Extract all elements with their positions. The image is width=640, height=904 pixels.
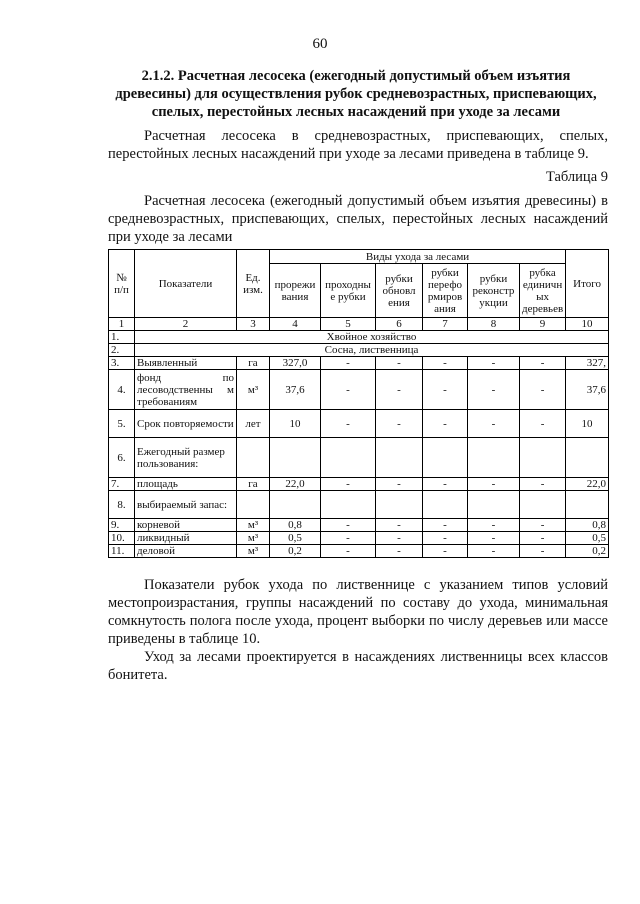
page-number: 60 (312, 36, 328, 52)
row-value: 10 (270, 410, 321, 438)
row-value (376, 491, 423, 519)
row-value (423, 438, 468, 478)
section-heading: 2.1.2. Расчетная лесосека (ежегодный допустимый объем изъятия древесины) для осуществления рубок средневозрастных, приспевающих, спелых, перестойных лесных насаждений при уходе за лесами (115, 68, 597, 120)
row-num: 10. (109, 532, 135, 545)
table-row (109, 545, 609, 558)
allowable-cut-table (108, 249, 609, 558)
row-num: 1. (109, 331, 135, 344)
header-type: рубки обновл ения (376, 264, 423, 318)
row-value: - (520, 478, 566, 491)
row-value: - (376, 370, 423, 410)
section-title: Хвойное хозяйство (135, 331, 609, 344)
table-row (109, 519, 609, 532)
row-unit: га (237, 478, 270, 491)
header-type: рубки реконстр укции (468, 264, 520, 318)
table-row (109, 532, 609, 545)
row-num: 2. (109, 344, 135, 357)
row-value: - (468, 370, 520, 410)
row-total: 0,8 (566, 519, 609, 532)
intro-paragraph: Расчетная лесосека в средневозрастных, приспевающих, спелых, перестойных лесных насаждений при уходе за лесами приведена в таблице 9. (108, 128, 608, 162)
table-row (109, 478, 609, 491)
table-row (109, 491, 609, 519)
row-value (321, 438, 376, 478)
row-label: деловой (135, 545, 237, 558)
row-value: - (321, 519, 376, 532)
row-value: - (468, 357, 520, 370)
row-value: - (423, 410, 468, 438)
row-num: 8. (109, 491, 135, 519)
col-number: 8 (468, 318, 520, 331)
col-number: 9 (520, 318, 566, 331)
row-total: 0,2 (566, 545, 609, 558)
section-row (109, 331, 609, 344)
row-value: - (468, 519, 520, 532)
row-value: 22,0 (270, 478, 321, 491)
row-label: Срок повторяемости (135, 410, 237, 438)
row-value: - (520, 545, 566, 558)
table-caption: Расчетная лесосека (ежегодный допустимый объем изъятия древесины) в средневозрастных, приспевающих, спелых, перестойных лесных насаждений при уходе за лесами (108, 193, 608, 245)
row-value (468, 438, 520, 478)
row-total: 10 (566, 410, 609, 438)
table-label: Таблица 9 (545, 169, 608, 185)
row-unit: га (237, 357, 270, 370)
row-num: 3. (109, 357, 135, 370)
row-value (423, 491, 468, 519)
section-row (109, 344, 609, 357)
row-value: - (321, 370, 376, 410)
row-label: выбираемый запас: (135, 491, 237, 519)
row-label: Выявленный (135, 357, 237, 370)
row-unit: м³ (237, 370, 270, 410)
row-total: 22,0 (566, 478, 609, 491)
header-type: прорежи вания (270, 264, 321, 318)
table-row (109, 438, 609, 478)
row-value: - (321, 478, 376, 491)
row-value (468, 491, 520, 519)
row-label: ликвидный (135, 532, 237, 545)
row-unit: м³ (237, 545, 270, 558)
row-unit (237, 438, 270, 478)
row-value: 37,6 (270, 370, 321, 410)
row-num: 9. (109, 519, 135, 532)
row-value: - (520, 532, 566, 545)
row-value: - (321, 545, 376, 558)
row-value: - (468, 478, 520, 491)
header-type: рубка единичн ых деревьев (520, 264, 566, 318)
col-number: 6 (376, 318, 423, 331)
header-care-types: Виды ухода за лесами (270, 250, 566, 264)
row-value: - (376, 545, 423, 558)
row-value: - (468, 545, 520, 558)
header-type: рубки перефо рмиров ания (423, 264, 468, 318)
row-value: - (423, 478, 468, 491)
column-number-row (109, 318, 609, 331)
col-number: 4 (270, 318, 321, 331)
header-unit: Ед. изм. (237, 250, 270, 318)
row-num: 4. (109, 370, 135, 410)
table-row (109, 357, 609, 370)
row-value: 327,0 (270, 357, 321, 370)
larch-care-paragraph: Уход за лесами проектируется в насаждениях лиственницы всех классов бонитета. (108, 649, 608, 683)
row-num: 11. (109, 545, 135, 558)
row-value: 0,2 (270, 545, 321, 558)
col-number: 10 (566, 318, 609, 331)
row-unit: м³ (237, 532, 270, 545)
row-num: 7. (109, 478, 135, 491)
col-number: 7 (423, 318, 468, 331)
row-unit: м³ (237, 519, 270, 532)
row-value: - (520, 357, 566, 370)
row-label: площадь (135, 478, 237, 491)
row-total (566, 491, 609, 519)
row-unit (237, 491, 270, 519)
table-row (109, 370, 609, 410)
col-number: 3 (237, 318, 270, 331)
row-value: - (520, 410, 566, 438)
row-value: - (321, 532, 376, 545)
col-number: 5 (321, 318, 376, 331)
row-total (566, 438, 609, 478)
row-value: - (321, 357, 376, 370)
row-value: - (468, 410, 520, 438)
header-type: проходны е рубки (321, 264, 376, 318)
row-value: - (468, 532, 520, 545)
row-value: - (423, 545, 468, 558)
row-value: - (376, 519, 423, 532)
row-value (520, 438, 566, 478)
row-value: - (520, 370, 566, 410)
larch-indicators-paragraph: Показатели рубок ухода по лиственнице с указанием типов условий местопроизрастания, группы насаждений по составу до ухода, минимальная сомкнутость полога после ухода, процент выборки по числу деревьев или массе приведены в таблице 10. (108, 577, 608, 647)
row-value (376, 438, 423, 478)
header-num: № п/п (109, 250, 135, 318)
row-value: - (423, 357, 468, 370)
header-total: Итого (566, 250, 609, 318)
row-label: корневой (135, 519, 237, 532)
row-num: 6. (109, 438, 135, 478)
row-value (270, 491, 321, 519)
row-value: 0,5 (270, 532, 321, 545)
row-value: - (376, 410, 423, 438)
row-label: Ежегодный размер пользования: (135, 438, 237, 478)
row-total: 37,6 (566, 370, 609, 410)
row-total: 327, (566, 357, 609, 370)
row-value: - (520, 519, 566, 532)
row-value: - (423, 519, 468, 532)
row-total: 0,5 (566, 532, 609, 545)
row-value: 0,8 (270, 519, 321, 532)
row-value: - (423, 532, 468, 545)
row-value (520, 491, 566, 519)
row-label: фонд по лесоводственны м требованиям (135, 370, 237, 410)
row-value: - (321, 410, 376, 438)
row-num: 5. (109, 410, 135, 438)
col-number: 1 (109, 318, 135, 331)
row-unit: лет (237, 410, 270, 438)
row-value: - (376, 478, 423, 491)
row-value: - (376, 532, 423, 545)
header-indicator: Показатели (135, 250, 237, 318)
row-value: - (376, 357, 423, 370)
row-value: - (423, 370, 468, 410)
section-title: Сосна, лиственница (135, 344, 609, 357)
row-value (270, 438, 321, 478)
row-value (321, 491, 376, 519)
table-row (109, 410, 609, 438)
col-number: 2 (135, 318, 237, 331)
